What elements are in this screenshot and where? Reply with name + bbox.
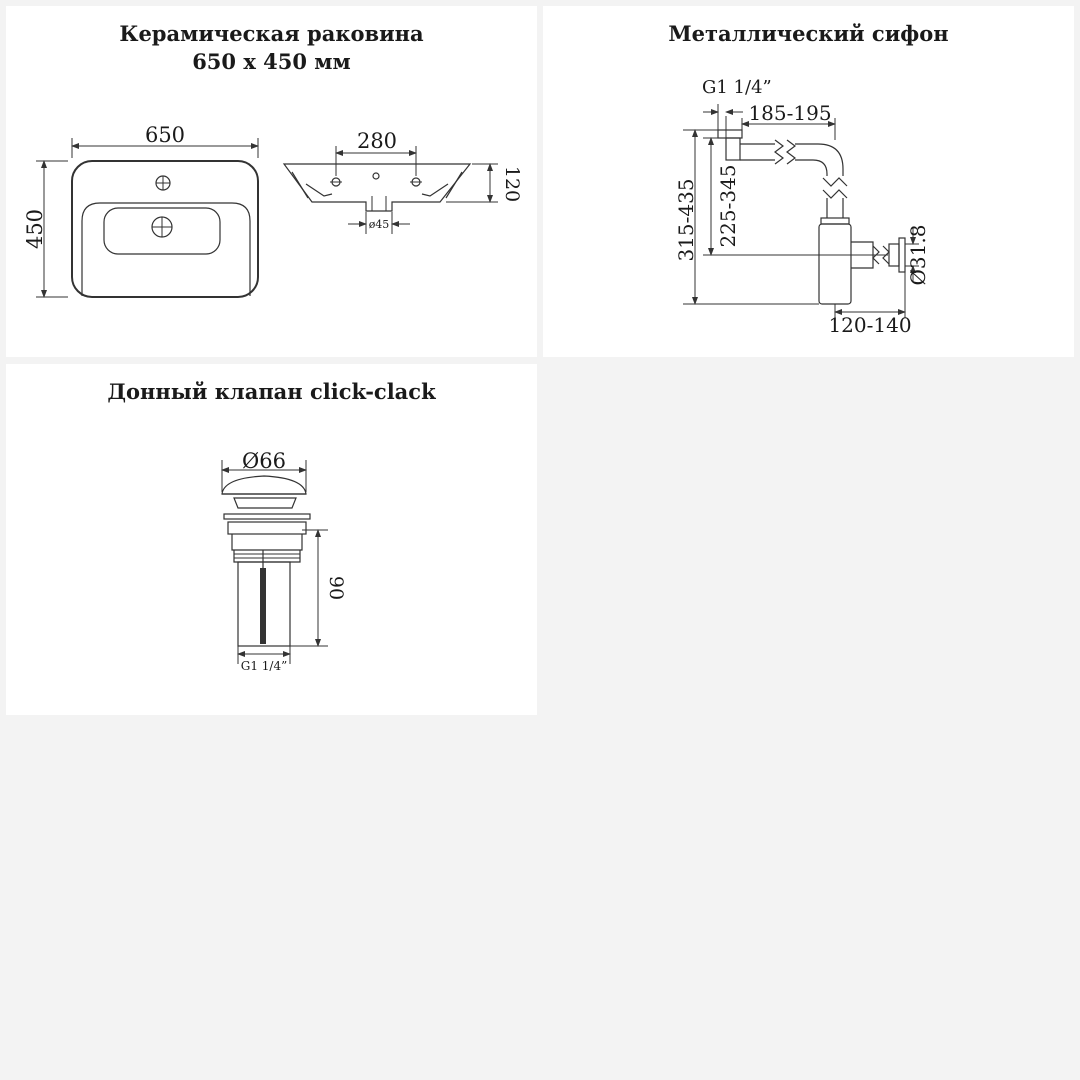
siphon-outlet-offset-label: 120-140 [828,313,912,337]
sink-top-view [36,138,258,297]
sink-drain-label: ø45 [368,218,390,231]
valve-title-text: Донный клапан click-clack [107,379,436,404]
siphon-panel [543,6,1074,357]
valve-thread-label: G1 1/4” [240,659,288,673]
sink-depth-label: 120 [501,165,523,203]
sink-panel [6,6,537,357]
siphon-total-height-label: 315-435 [674,178,698,262]
sink-width-label: 650 [144,123,186,147]
siphon-thread-label: G1 1/4” [702,77,772,98]
siphon-drawing [543,6,1074,357]
valve-length-label: 90 [325,575,347,601]
sink-height-label: 450 [23,208,47,250]
valve-drawing [6,364,537,715]
sink-subtitle-text: 650 x 450 мм [192,49,351,74]
siphon-outlet-diameter-label: Ø31.8 [906,224,930,286]
valve-cap-diameter-label: Ø66 [242,449,286,473]
sink-side-view [284,146,498,234]
siphon-reach-label: 185-195 [748,101,832,125]
valve-panel [6,364,537,715]
sink-drawing [6,6,537,357]
valve-body [222,460,328,664]
siphon-title-text: Металлический сифон [668,21,949,46]
sink-holes-label: 280 [356,129,398,153]
siphon-inner-height-label: 225-345 [716,164,740,248]
sink-title-text: Керамическая раковина [119,21,424,46]
